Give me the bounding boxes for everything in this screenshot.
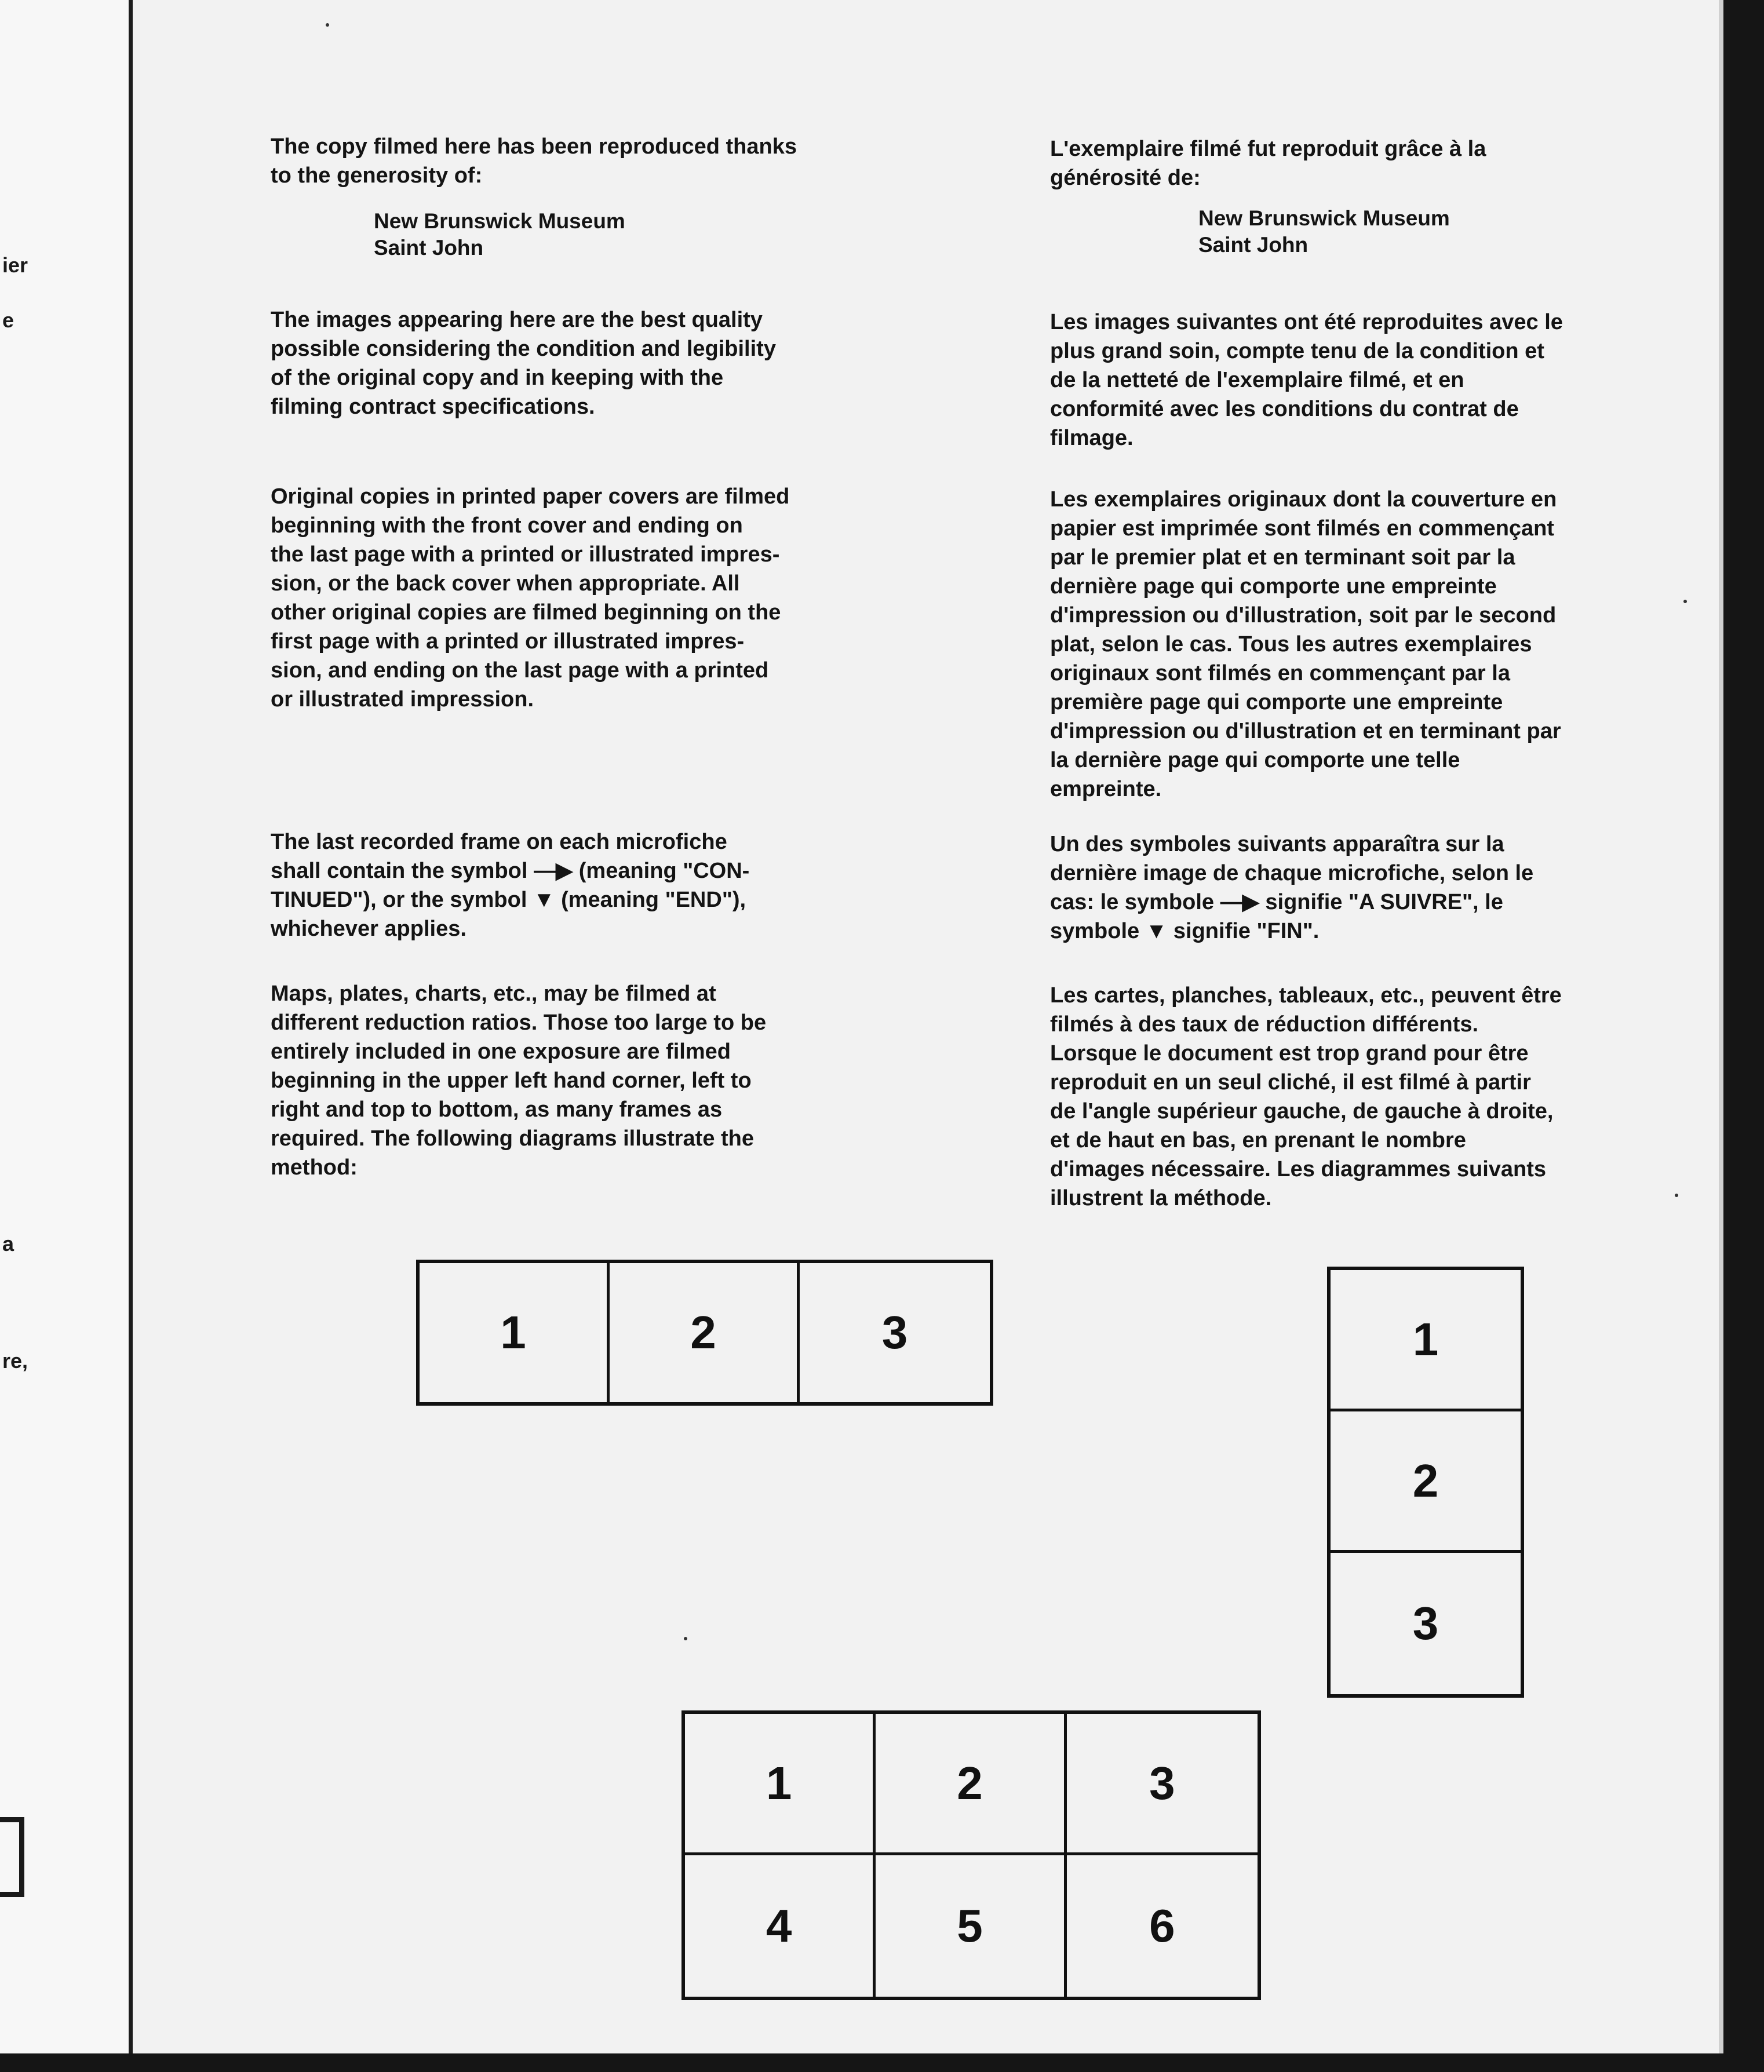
adjacent-page-edge — [0, 0, 133, 2072]
frame-cell: 1 — [1331, 1270, 1521, 1411]
margin-fragment: ier — [2, 253, 28, 277]
film-speck — [326, 23, 329, 27]
bottom-film-border — [0, 2053, 1764, 2072]
margin-fragment: a — [2, 1232, 14, 1256]
frame-cell: 4 — [685, 1855, 876, 1997]
french-filming-order: Les exemplaires originaux dont la couverture en papier est imprimée sont filmés en commençant par le premier plat et en terminant soit par la dernière page qui comporte une empreinte d'impression ou d'illustration, soit par le second plat, selon le cas. Tous les autres exemplaires originaux sont filmés en commençant par la première page qui comporte une empreinte d'impression ou d'illustration et en terminant par la dernière page qui comporte une telle empreinte. — [1050, 487, 1561, 801]
frame-cell: 2 — [876, 1714, 1066, 1855]
english-symbols-note: The last recorded frame on each microfiche shall contain the symbol —▶ (meaning "CON- TINUED"), or the symbol ▼ (meaning "END"), whichever applies. — [271, 830, 750, 941]
french-institution: New Brunswick Museum Saint John — [1198, 206, 1450, 257]
english-institution: New Brunswick Museum Saint John — [374, 209, 625, 260]
frame-cell: 6 — [1149, 1900, 1175, 1951]
english-reduction-note: Maps, plates, charts, etc., may be filmed at different reduction ratios. Those too large to be entirely included in one exposure are filmed beginning in the upper left hand corner, left to right and top to bottom, as many frames as required. The following diagrams illustrate the method: — [271, 982, 767, 1180]
french-quality-note: Les images suivantes ont été reproduites avec le plus grand soin, compte tenu de la condition et de la netteté de l'exemplaire filmé, et en conformité avec les conditions du contrat de filmage. — [1050, 310, 1563, 450]
film-speck — [684, 1637, 687, 1640]
film-speck — [1675, 1194, 1678, 1197]
frame-cell: 3 — [1067, 1714, 1258, 1855]
right-margin-line — [1719, 0, 1723, 2072]
horizontal-frame-diagram — [416, 1260, 993, 1406]
english-quality-note: The images appearing here are the best quality possible considering the condition and legibility of the original copy and in keeping with the filming contract specifications. — [271, 308, 776, 419]
frame-cell: 2 — [610, 1263, 800, 1402]
frame-cell: 2 — [1331, 1411, 1521, 1553]
edge-frame-fragment — [0, 1817, 24, 1897]
right-film-border — [1723, 0, 1764, 2072]
french-reduction-note: Les cartes, planches, tableaux, etc., peuvent être filmés à des taux de réduction différents. Lorsque le document est trop grand pour être reproduit en un seul cliché, il est filmé à partir de l'angle supérieur gauche, de gauche à droite, et de haut en bas, en prenant le nombre d'images nécessaire. Les diagrammes suivants illustrent la méthode. — [1050, 983, 1562, 1210]
frame-cell: 5 — [876, 1855, 1066, 1997]
film-speck — [1683, 600, 1687, 603]
french-symbols-note: Un des symboles suivants apparaîtra sur la dernière image de chaque microfiche, selon le cas: le symbole —▶ signifie "A SUIVRE", le symbole ▼ signifie "FIN". — [1050, 832, 1534, 943]
frame-cell: 1 — [420, 1263, 610, 1402]
frame-cell: 3 — [1412, 1597, 1439, 1649]
frame-cell: 3 — [881, 1307, 908, 1358]
english-acknowledgement: The copy filmed here has been reproduced thanks to the generosity of: — [271, 134, 797, 188]
english-filming-order: Original copies in printed paper covers are filmed beginning with the front cover and ending on the last page with a printed or illustrated impres- sion, or the back cover when appropriate. All other original copies are filmed beginning on the first page with a printed or illustrated impres- sion, and ending on the last page with a printed or illustrated impression. — [271, 484, 790, 712]
margin-fragment: re, — [2, 1349, 28, 1373]
french-acknowledgement: L'exemplaire filmé fut reproduit grâce à la générosité de: — [1050, 137, 1486, 190]
vertical-frame-diagram — [1327, 1267, 1524, 1698]
grid-frame-diagram — [681, 1710, 1261, 2000]
margin-fragment: e — [2, 308, 14, 332]
frame-cell: 1 — [685, 1714, 876, 1855]
